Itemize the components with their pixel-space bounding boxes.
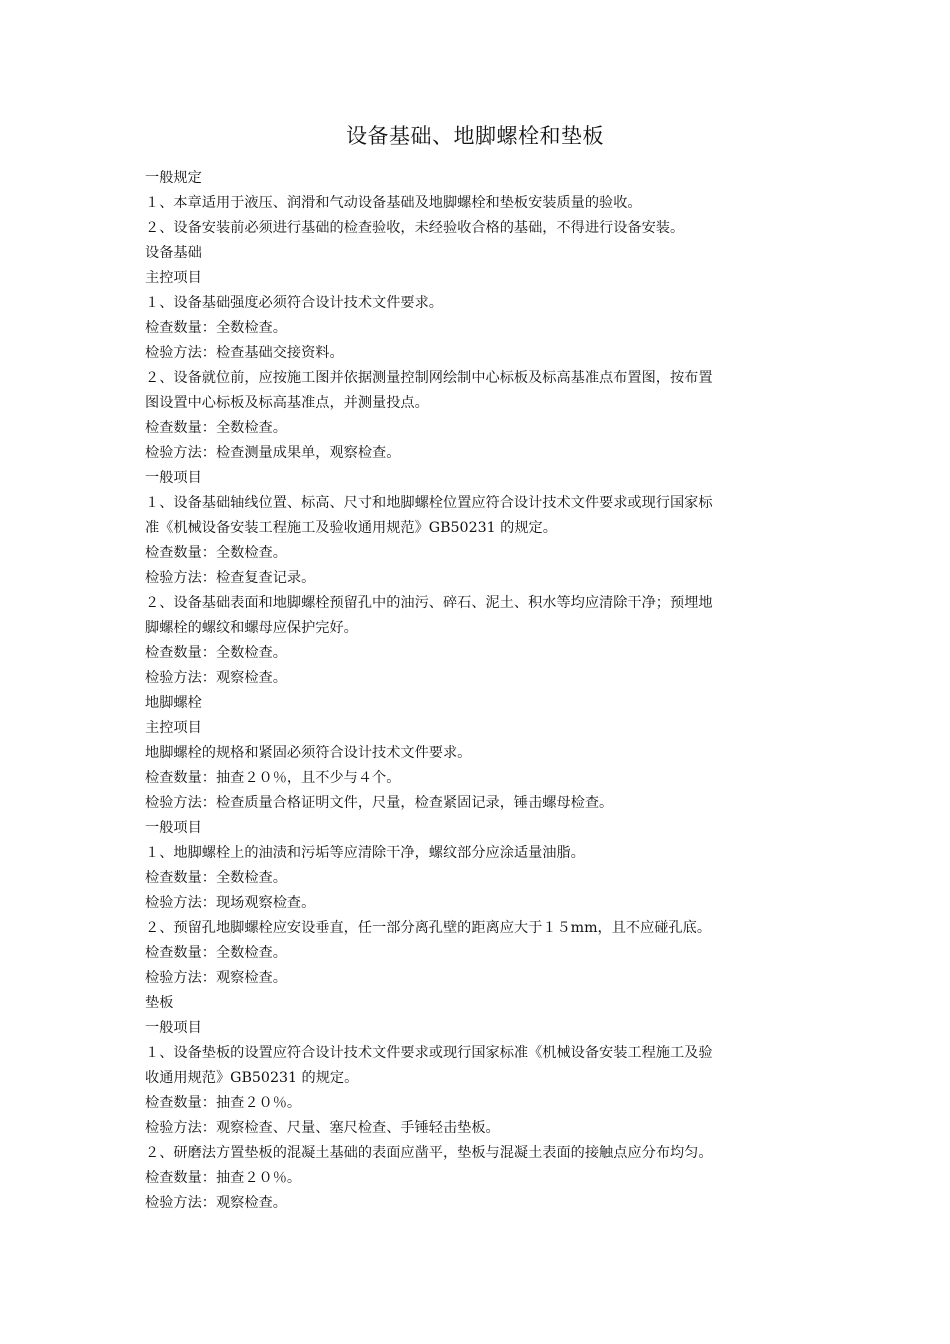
subsection-heading: 一般项目 xyxy=(145,470,202,486)
body-line: 检验方法：观察检查。 xyxy=(145,670,287,686)
body-line: 脚螺栓的螺纹和螺母应保护完好。 xyxy=(145,620,358,636)
body-line: 检验方法：检查测量成果单，观察检查。 xyxy=(145,445,401,461)
body-line: 检查数量：全数检查。 xyxy=(145,945,287,961)
body-line: 检查数量：全数检查。 xyxy=(145,870,287,886)
body-line: １、地脚螺栓上的油渍和污垢等应清除干净，螺纹部分应涂适量油脂。 xyxy=(145,845,585,861)
body-line: 图设置中心标板及标高基准点，并测量投点。 xyxy=(145,395,429,411)
body-line: 检查数量：抽查２０％，且不少与４个。 xyxy=(145,770,401,786)
subsection-heading: 一般项目 xyxy=(145,820,202,836)
document-title: 设备基础、地脚螺栓和垫板 xyxy=(346,124,604,148)
body-line: １、设备垫板的设置应符合设计技术文件要求或现行国家标准《机械设备安装工程施工及验 xyxy=(145,1045,713,1061)
subsection-heading: 一般项目 xyxy=(145,1020,202,1036)
body-line: 检查数量：抽查２０％。 xyxy=(145,1170,302,1186)
body-line: 检验方法：检查复查记录。 xyxy=(145,570,316,586)
body-line: ２、设备就位前，应按施工图并依据测量控制网绘制中心标板及标高基准点布置图，按布置 xyxy=(145,370,713,386)
body-line: １、本章适用于液压、润滑和气动设备基础及地脚螺栓和垫板安装质量的验收。 xyxy=(145,195,642,211)
body-line: 检验方法：观察检查、尺量、塞尺检查、手锤轻击垫板。 xyxy=(145,1120,500,1136)
body-line: 检验方法：检查基础交接资料。 xyxy=(145,345,344,361)
section-heading: 垫板 xyxy=(145,995,174,1011)
body-line: ２、预留孔地脚螺栓应安设垂直，任一部分离孔壁的距离应大于１５mm，且不应碰孔底。 xyxy=(145,920,712,936)
body-line: 收通用规范》GB50231 的规定。 xyxy=(145,1070,359,1086)
body-line: 检查数量：全数检查。 xyxy=(145,645,287,661)
body-line: 检验方法：检查质量合格证明文件，尺量，检查紧固记录，锤击螺母检查。 xyxy=(145,795,614,811)
section-heading: 设备基础 xyxy=(145,245,202,261)
body-line: 检验方法：观察检查。 xyxy=(145,970,287,986)
body-line: １、设备基础强度必须符合设计技术文件要求。 xyxy=(145,295,443,311)
body-line: ２、设备基础表面和地脚螺栓预留孔中的油污、碎石、泥土、积水等均应清除干净；预埋地 xyxy=(145,595,713,611)
body-line: 检验方法：观察检查。 xyxy=(145,1195,287,1211)
body-line: 检查数量：全数检查。 xyxy=(145,545,287,561)
document-body xyxy=(145,166,810,1216)
body-line: 检查数量：抽查２０％。 xyxy=(145,1095,302,1111)
section-heading: 地脚螺栓 xyxy=(145,695,202,711)
body-line: ２、设备安装前必须进行基础的检查验收，未经验收合格的基础，不得进行设备安装。 xyxy=(145,220,685,236)
body-line: 检验方法：现场观察检查。 xyxy=(145,895,316,911)
body-line: 地脚螺栓的规格和紧固必须符合设计技术文件要求。 xyxy=(145,745,472,761)
section-heading: 一般规定 xyxy=(145,170,202,186)
subsection-heading: 主控项目 xyxy=(145,720,202,736)
body-line: ２、研磨法方置垫板的混凝土基础的表面应凿平，垫板与混凝土表面的接触点应分布均匀。 xyxy=(145,1145,713,1161)
body-line: １、设备基础轴线位置、标高、尺寸和地脚螺栓位置应符合设计技术文件要求或现行国家标 xyxy=(145,495,713,511)
subsection-heading: 主控项目 xyxy=(145,270,202,286)
body-line: 准《机械设备安装工程施工及验收通用规范》GB50231 的规定。 xyxy=(145,520,557,536)
body-line: 检查数量：全数检查。 xyxy=(145,320,287,336)
body-line: 检查数量：全数检查。 xyxy=(145,420,287,436)
